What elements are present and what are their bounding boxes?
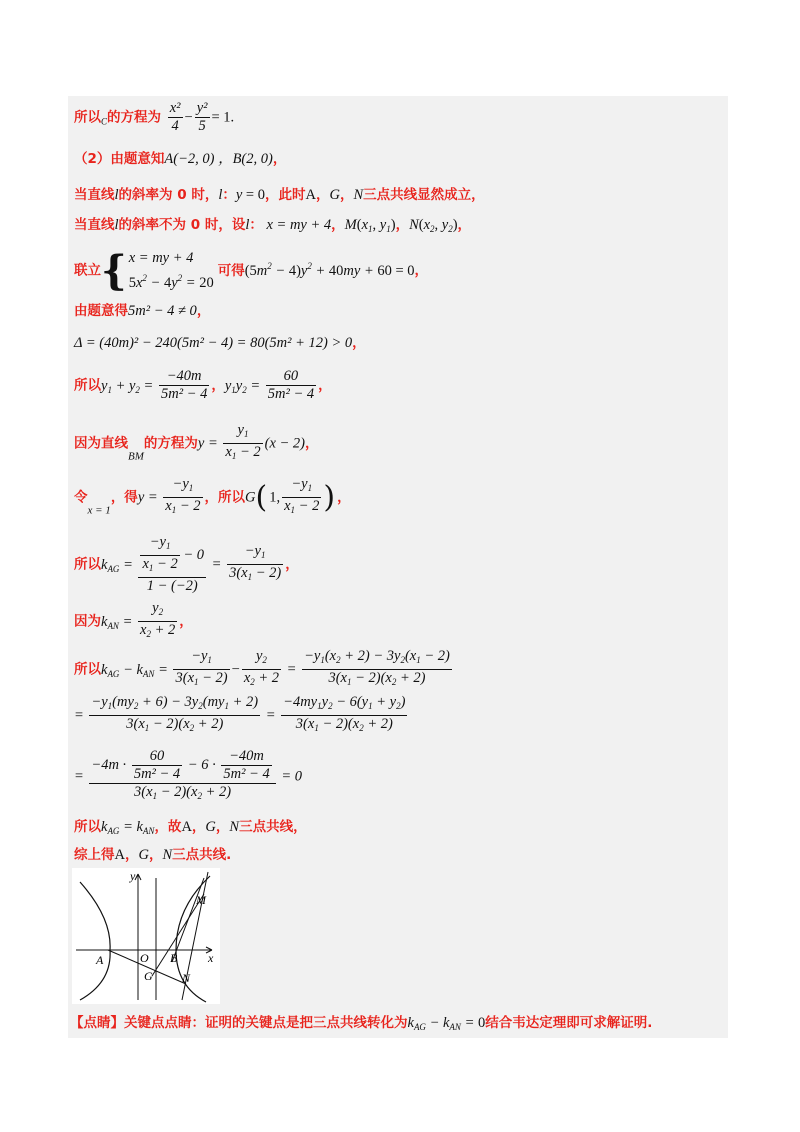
line-equation-of-c: 所以$_C$的方程为 $\frac{\text{x²}}{4}$ − $\frac{\text{y²}}{5}$ = 1. bbox=[74, 100, 235, 134]
line-point-g: 令$_{x = 1}$，得y = $\frac{-y_1}{x_1 - 2}$ ，所以G( 1, $\frac{-y_1}{x_1 - 2}$ ) ， bbox=[74, 476, 351, 517]
line-conclusion-1: 所以$k_{AG} = k_{AN}$，故A，G，N三点共线， bbox=[74, 819, 307, 836]
line-discriminant: Δ = (40m)² − 240(5m² − 4) = 80(5m² + 12) > 0， bbox=[74, 335, 366, 351]
key-point-tag: 【点睛】 bbox=[70, 1015, 124, 1031]
equation-system: x = my + 4 $5x^2 - 4y^2 = 20$ bbox=[128, 250, 214, 291]
line-k-ag: 所以$k_{AG}$ = $\frac{-y_1}{x_1 - 2}$ − 0 1 − (−2) = $\frac{-y_1}{3(x_1 - 2)}$ ， bbox=[74, 534, 299, 594]
line-conclusion-2: 综上得A，G，N三点共线. bbox=[74, 847, 232, 863]
line-difference-2: = $\frac{-y_1(my_2 + 6) - 3y_2(my_1 + 2)}{3(x_1 - 2)(x_2 + 2)}$ = $\frac{-4my_1y_2 - 6(y_1 + y_2)}{3(x_1 - 2)(x_2 + 2)}$ bbox=[74, 694, 406, 733]
key-point-note: 【点睛】关键点点睛：证明的关键点是把三点共线转化为$k_{AG} - k_{AN} = 0$结合韦达定理即可求解证明. bbox=[70, 1015, 653, 1032]
fraction-y2-over-5: $\frac{\text{y²}}{5}$ bbox=[196, 100, 208, 134]
label-g: G bbox=[144, 969, 153, 983]
label-x: x bbox=[208, 951, 214, 965]
line-bm-equation: 因为直线$_{BM}$的方程为y = $\frac{y_1}{x_1 - 2}$ (x − 2)， bbox=[74, 422, 319, 463]
line-difference-3: = −4m · $\frac{60}{\text{5m² − 4}}$ − 6 · $\frac{-40m}{\text{5m² − 4}}$ $3(x_1 - 2)(x_2 + 2)$ = 0 bbox=[74, 748, 302, 801]
fraction-x2-over-4: $\frac{\text{x²}}{4}$ bbox=[169, 100, 181, 134]
line-difference-1: 所以$k_{AG} - k_{AN}$ = $\frac{-y_1}{3(x_1 - 2)}$ − $\frac{y_2}{x_2 + 2}$ = $\frac{-y_1(x_2 + 2) - 3y_2(x_1 - 2)}{3(x_1 - 2)(x_2 + 2)}$ bbox=[74, 648, 450, 687]
line-points-a-b: （2）由题意知A(−2, 0) ，B(2, 0)， bbox=[74, 151, 287, 167]
line-condition: 由题意得5m² − 4 ≠ 0， bbox=[74, 303, 211, 319]
label-b: B bbox=[170, 951, 178, 965]
line-vieta: 所以$y_1 + y_2$ = $\frac{-40m}{\text{5m² − 4}}$ ，$y_1y_2$ = $\frac{60}{\text{5m² − 4}}$ ， bbox=[74, 368, 332, 402]
label-o: O bbox=[140, 951, 149, 965]
label-m: M bbox=[196, 893, 206, 907]
label-n: N bbox=[182, 971, 191, 985]
line-k-an: 因为$k_{AN}$ = $\frac{y_2}{x_2 + 2}$ ， bbox=[74, 600, 193, 639]
label-y: y bbox=[130, 869, 136, 883]
line-system: 联立{ x = my + 4 $5x^2 - 4y^2 = 20$ 可得$(5m^2 - 4)y^2 + 40my + 60 = 0$， bbox=[74, 246, 429, 294]
label-a: A bbox=[96, 953, 104, 967]
hyperbola-figure bbox=[72, 868, 220, 1004]
line-slope-nonzero: 当直线l的斜率不为 0 时，设l： x = my + 4，$M(x_1$, $y_1$)，$N(x_2$, $y_2$)， bbox=[74, 217, 472, 234]
line-slope-zero: 当直线l的斜率为 0 时，l：y = 0，此时A，G，N三点共线显然成立， bbox=[74, 187, 485, 203]
